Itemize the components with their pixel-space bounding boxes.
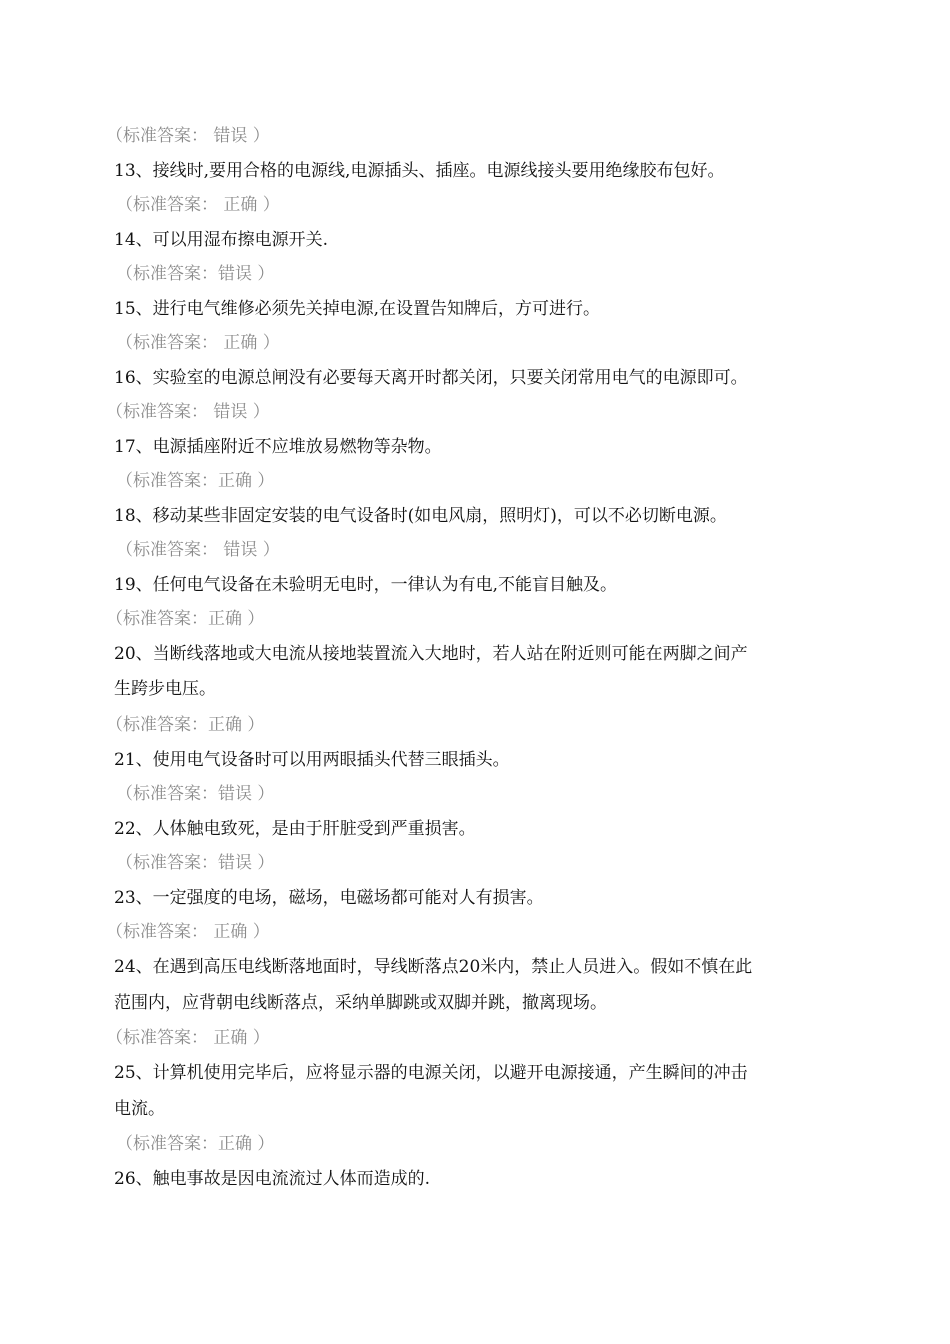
question-line: 23、一定强度的电场，磁场，电磁场都可能对人有损害。 <box>114 888 544 908</box>
answer-line: （标准答案： 正确 ） <box>106 922 270 942</box>
answer-line: （标准答案： 正确 ） <box>116 333 280 353</box>
question-line: 24、在遇到高压电线断落地面时，导线断落点20米内，禁止人员进入。假如不慎在此 <box>114 957 753 977</box>
answer-line: （标准答案： 正确 ） <box>106 1028 270 1048</box>
answer-line: （标准答案：正确 ） <box>116 471 275 491</box>
question-line: 15、进行电气维修必须先关掉电源,在设置告知牌后，方可进行。 <box>114 299 601 319</box>
answer-line: （标准答案：正确 ） <box>106 715 265 735</box>
answer-line: （标准答案：错误 ） <box>116 264 275 284</box>
question-line: 16、实验室的电源总闸没有必要每天离开时都关闭，只要关闭常用电气的电源即可。 <box>114 368 748 388</box>
answer-line: （标准答案：正确 ） <box>116 1134 275 1154</box>
question-line: 26、触电事故是因电流流过人体而造成的. <box>114 1169 431 1189</box>
question-line: 22、人体触电致死，是由于肝脏受到严重损害。 <box>114 819 476 839</box>
question-line: 21、使用电气设备时可以用两眼插头代替三眼插头。 <box>114 750 510 770</box>
answer-line: （标准答案：错误 ） <box>116 784 275 804</box>
answer-line: （标准答案：错误 ） <box>116 853 275 873</box>
answer-line: （标准答案：正确 ） <box>106 609 265 629</box>
answer-line: （标准答案： 错误 ） <box>106 402 270 422</box>
question-line: 电流。 <box>114 1099 165 1119</box>
question-line: 20、当断线落地或大电流从接地装置流入大地时，若人站在附近则可能在两脚之间产 <box>114 644 748 664</box>
question-line: 17、电源插座附近不应堆放易燃物等杂物。 <box>114 437 442 457</box>
question-line: 19、任何电气设备在未验明无电时，一律认为有电,不能盲目触及。 <box>114 575 618 595</box>
answer-line: （标准答案： 错误 ） <box>106 126 270 146</box>
answer-line: （标准答案： 正确 ） <box>116 195 280 215</box>
question-line: 生跨步电压。 <box>114 679 216 699</box>
question-line: 14、可以用湿布擦电源开关. <box>114 230 329 250</box>
question-line: 范围内，应背朝电线断落点，采纳单脚跳或双脚并跳，撤离现场。 <box>114 993 607 1013</box>
question-line: 18、移动某些非固定安装的电气设备时(如电风扇，照明灯)，可以不必切断电源。 <box>114 506 727 526</box>
question-line: 25、计算机使用完毕后，应将显示器的电源关闭，以避开电源接通，产生瞬间的冲击 <box>114 1063 748 1083</box>
answer-line: （标准答案： 错误 ） <box>116 540 280 560</box>
question-line: 13、接线时,要用合格的电源线,电源插头、插座。电源线接头要用绝缘胶布包好。 <box>114 161 725 181</box>
